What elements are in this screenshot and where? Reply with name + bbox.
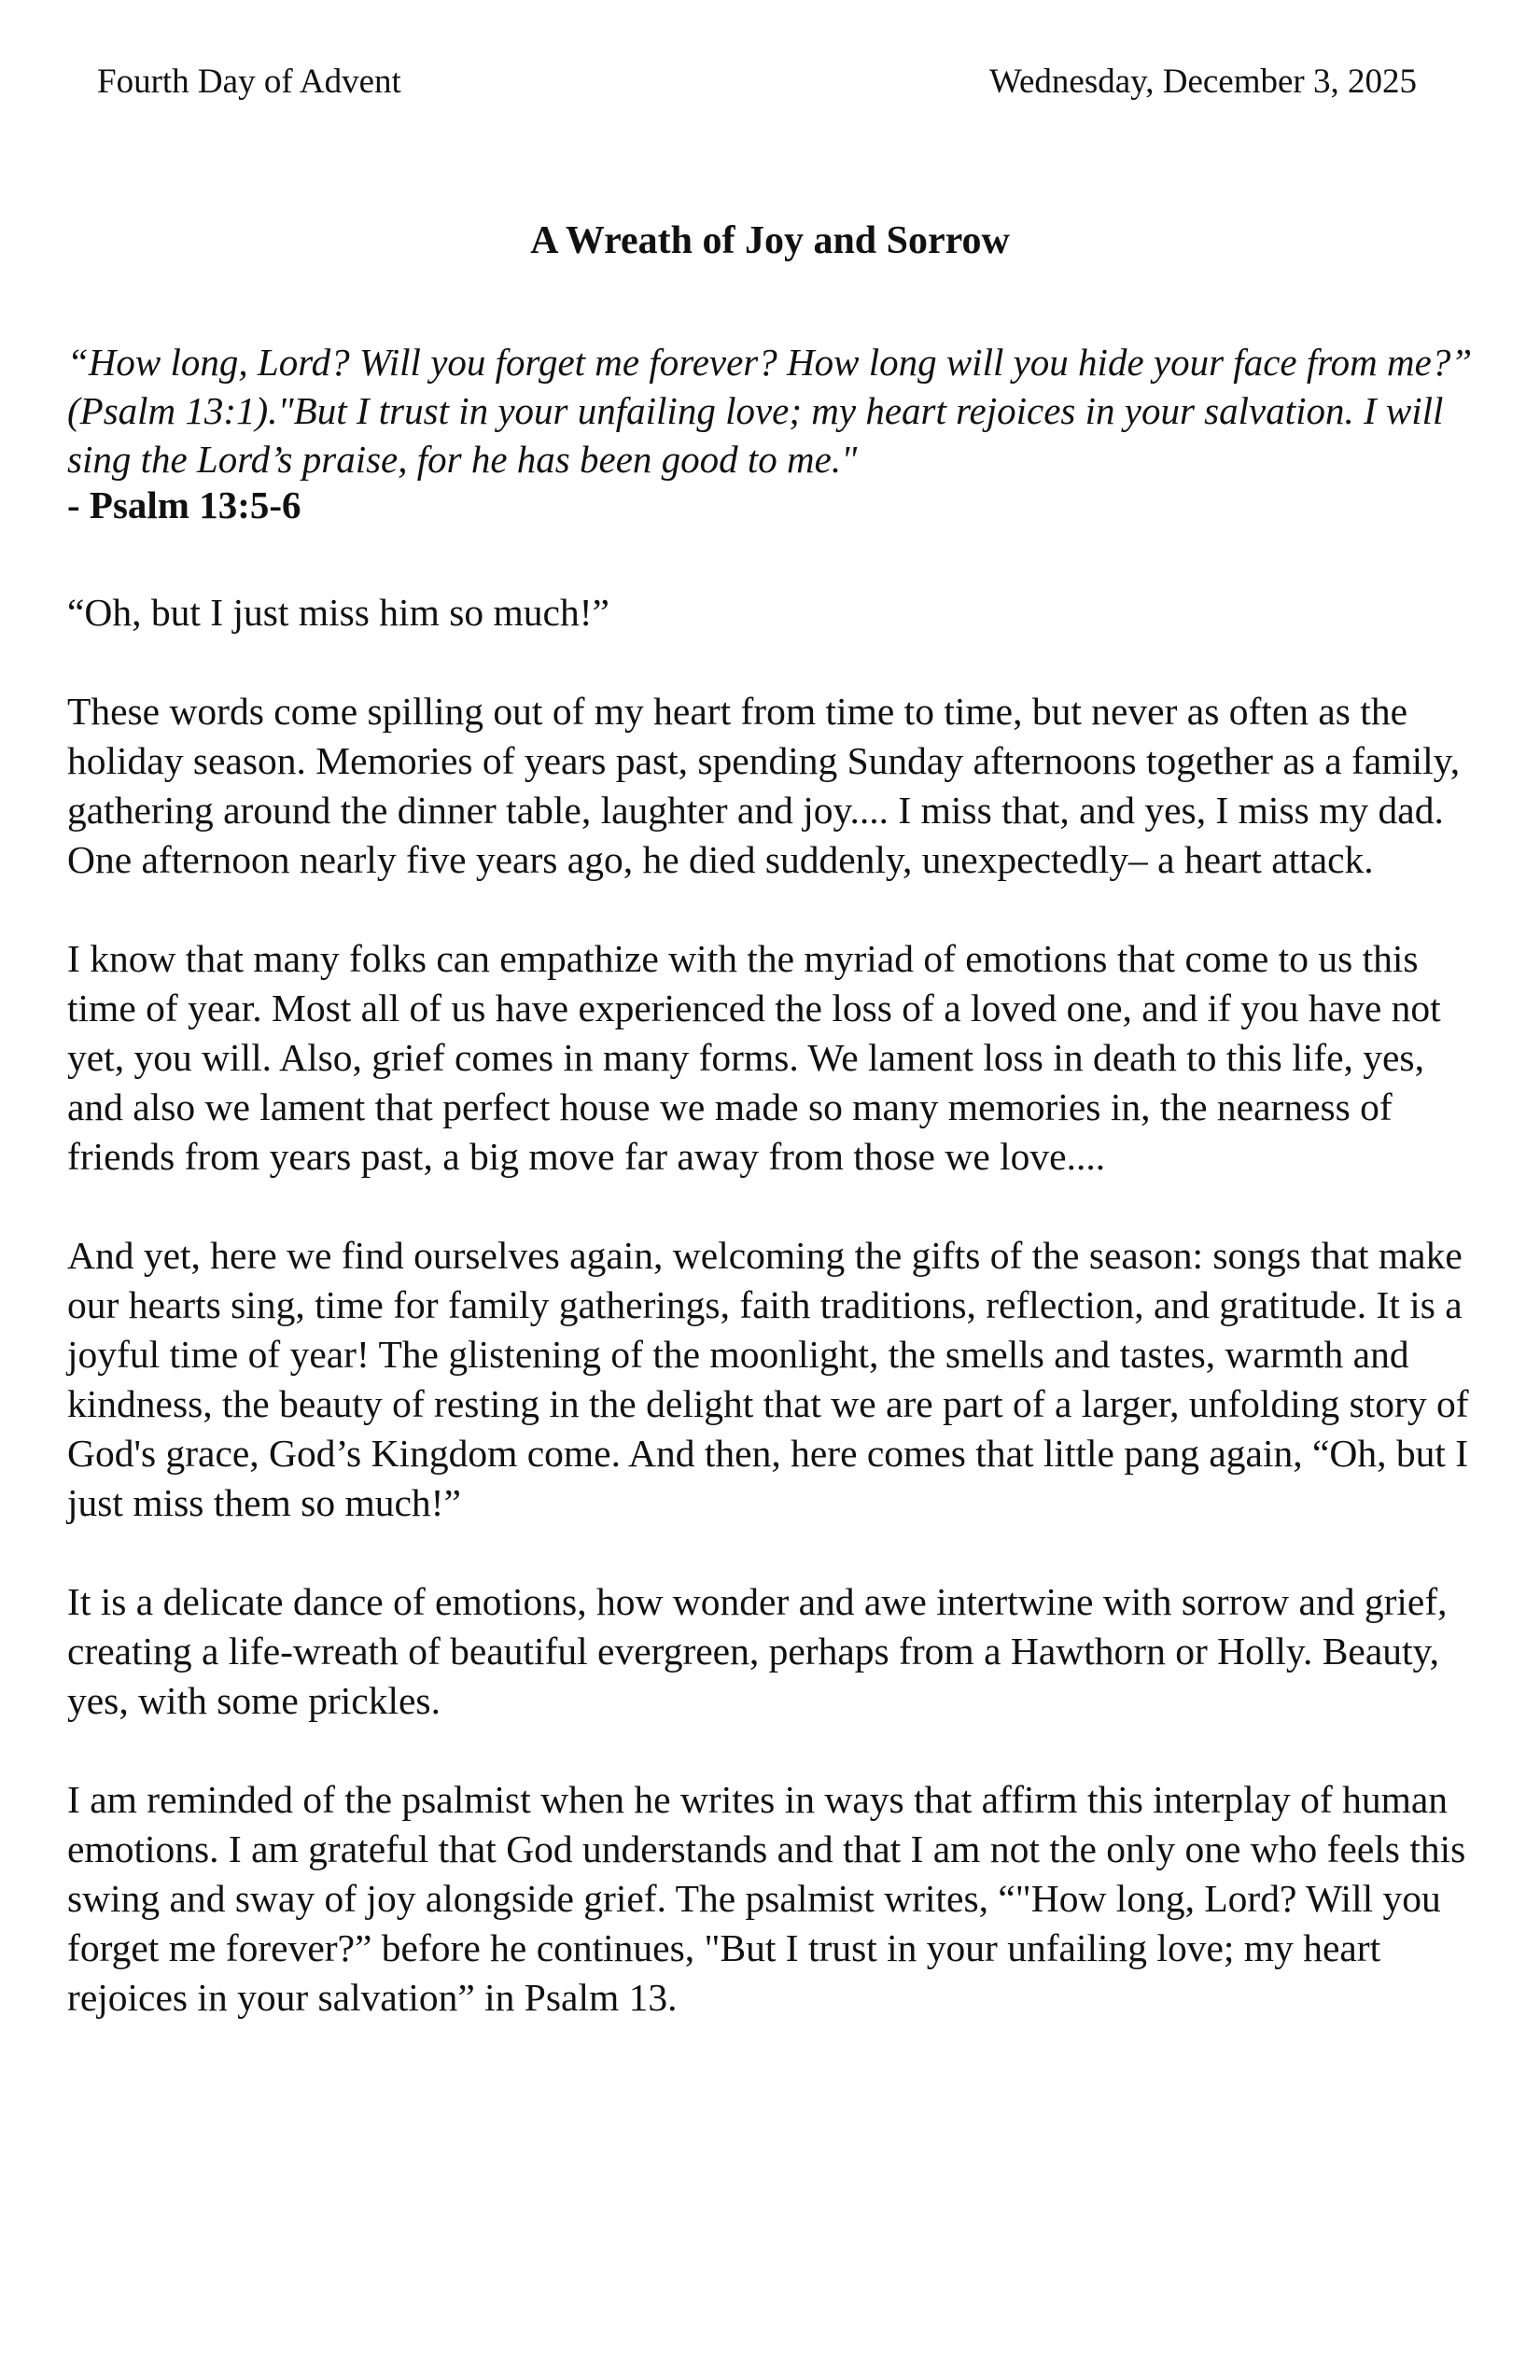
devotional-title: A Wreath of Joy and Sorrow	[530, 219, 1010, 262]
body-paragraph: And yet, here we find ourselves again, welcoming the gifts of the season: songs that make our hearts sing, time for family gatherings, faith traditions, reflection, and gratitude. It is a joyful time of year! The glistening of the moonlight, the smells and tastes, warmth and kindness, the beauty of resting in the delight that we are part of a larger, unfolding story of God's grace, God’s Kingdom come. And then, here comes that little pang again, “Oh, but I just miss them so much!”	[67, 1234, 1469, 1524]
body-paragraph: It is a delicate dance of emotions, how wonder and awe intertwine with sorrow and grief, creating a life-wreath of beautiful evergreen, perhaps from a Hawthorn or Holly. Beauty, yes, with some prickles.	[67, 1580, 1448, 1722]
header-day-label: Fourth Day of Advent	[97, 63, 401, 101]
body-paragraph: These words come spilling out of my heart from time to time, but never as often as the holiday season. Memories of years past, spending Sunday afternoons together as a family, gathering around the dinner table, laughter and joy.... I miss that, and yes, I miss my dad. One afternoon nearly five years ago, he died suddenly, unexpectedly– a heart attack.	[67, 690, 1461, 881]
scripture-epigraph: “How long, Lord? Will you forget me forever? How long will you hide your face from me?” (Psalm 13:1)."But I trust in your unfailing love; my heart rejoices in your salvation. I will sing the Lord’s praise, for he has been good to me."	[67, 341, 1473, 481]
body-paragraph: “Oh, but I just miss him so much!”	[67, 591, 609, 634]
scripture-reference: - Psalm 13:5-6	[67, 483, 301, 526]
body-paragraph: I know that many folks can empathize with the myriad of emotions that come to us this time of year. Most all of us have experienced the loss of a loved one, and if you have not yet, you will. Also, grief comes in many forms. We lament loss in death to this life, yes, and also we lament that perfect house we made so many memories in, the nearness of friends from years past, a big move far away from those we love....	[67, 937, 1441, 1178]
body-paragraph: I am reminded of the psalmist when he writes in ways that affirm this interplay of human emotions. I am grateful that God understands and that I am not the only one who feels this swing and sway of joy alongside grief. The psalmist writes, “"How long, Lord? Will you forget me forever?” before he continues, "But I trust in your unfailing love; my heart rejoices in your salvation” in Psalm 13.	[67, 1778, 1466, 2019]
header-date: Wednesday, December 3, 2025	[989, 63, 1417, 101]
devotional-body	[67, 588, 1488, 2072]
page-header	[97, 62, 1417, 108]
